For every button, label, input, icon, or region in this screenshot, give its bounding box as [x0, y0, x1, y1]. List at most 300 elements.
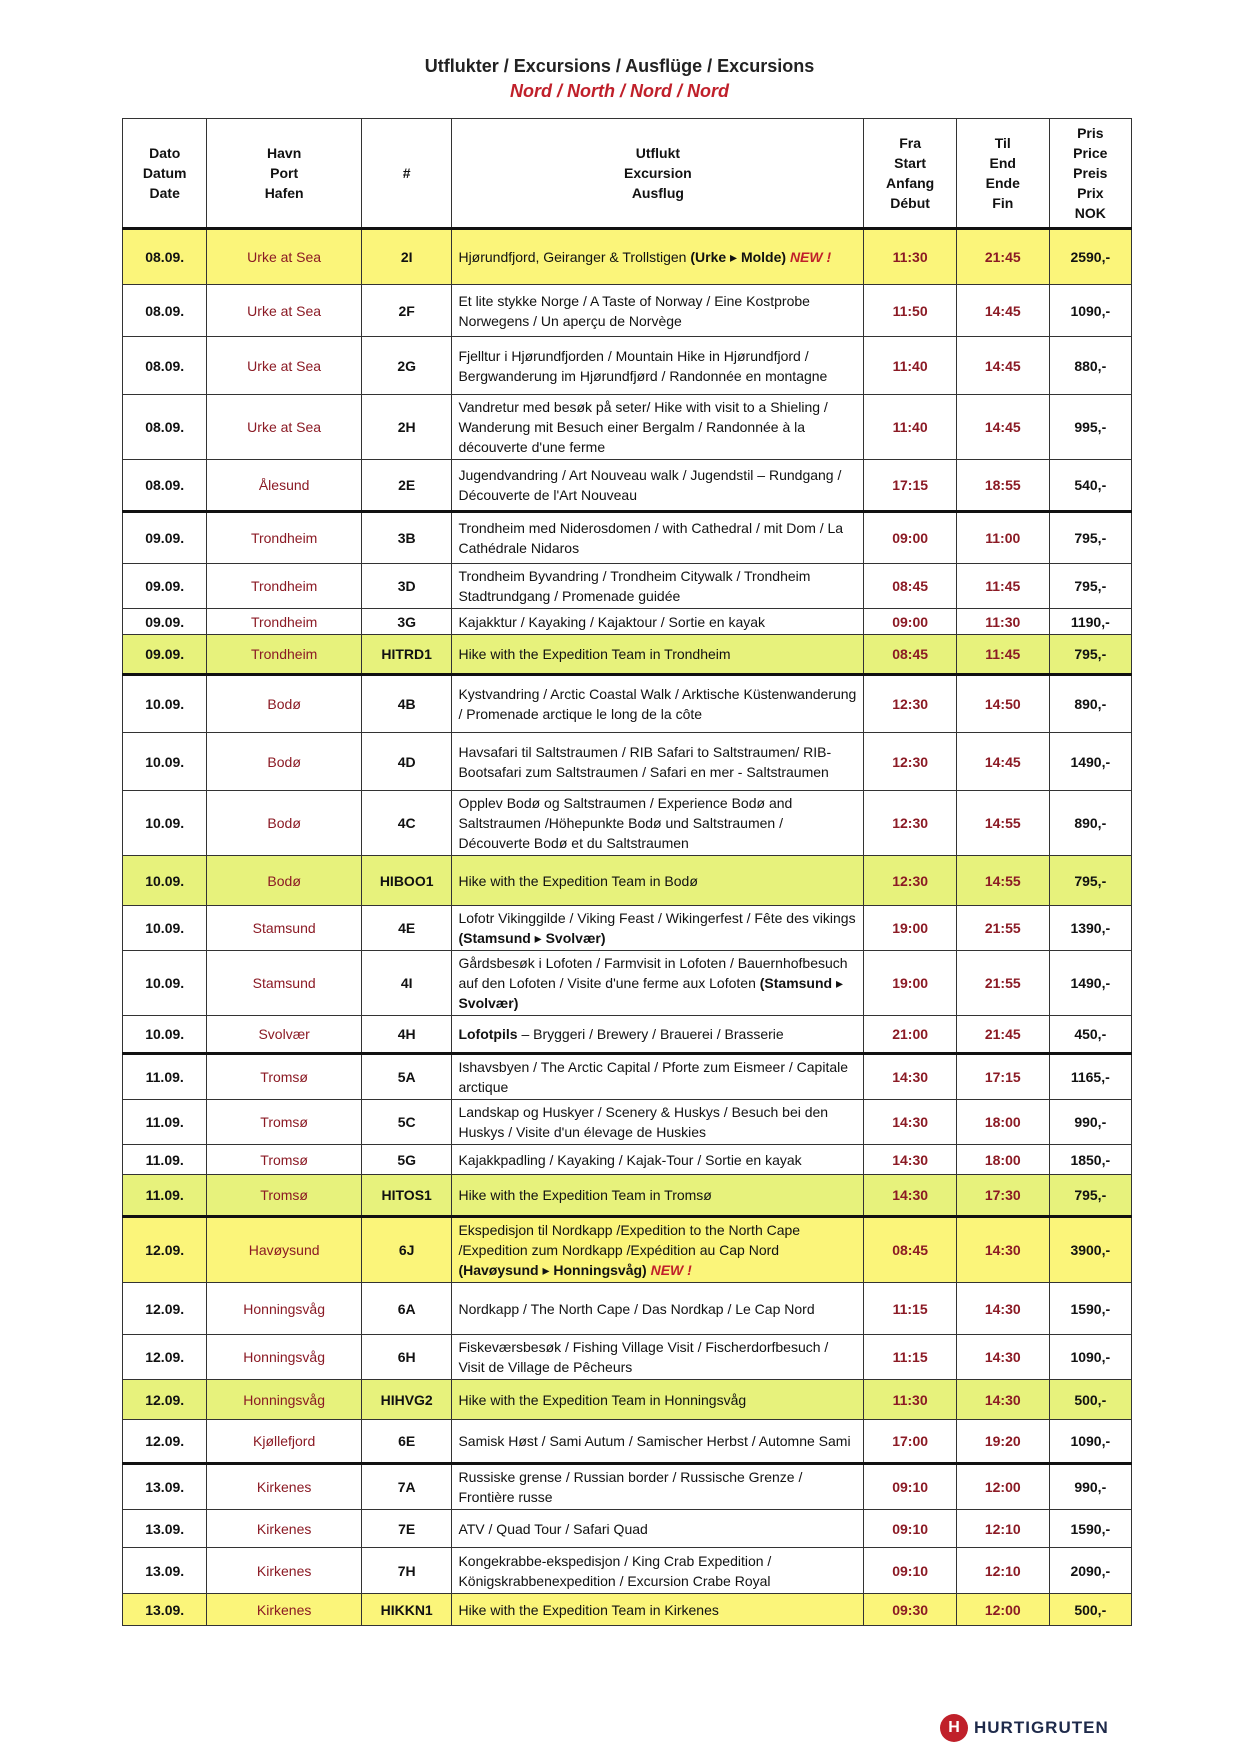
table-row	[123, 564, 1132, 609]
table-header-row	[123, 119, 1132, 229]
excursion-text: Gårdsbesøk i Lofoten / Farmvisit in Lofoten / Bauernhofbesuch auf den Lofoten / Visite d'une ferme aux Lofoten	[458, 955, 848, 991]
code-cell: 4I	[361, 951, 452, 1016]
end-time-cell: 21:45	[956, 1016, 1049, 1054]
excursion-cell	[452, 1335, 864, 1380]
table-row	[123, 460, 1132, 512]
start-time-cell: 11:15	[864, 1283, 957, 1335]
end-time-cell: 14:30	[956, 1217, 1049, 1283]
start-time-cell: 09:10	[864, 1548, 957, 1594]
table-row	[123, 675, 1132, 733]
table-row	[123, 1175, 1132, 1217]
start-time-cell: 19:00	[864, 951, 957, 1016]
excursion-text: Jugendvandring / Art Nouveau walk / Jugendstil – Rundgang / Découverte de l'Art Nouveau	[458, 467, 842, 503]
code-cell: 7H	[361, 1548, 452, 1594]
port-cell: Stamsund	[207, 951, 361, 1016]
excursion-text: Lofotr Vikinggilde / Viking Feast / Wikingerfest / Fête des vikings	[458, 910, 856, 926]
end-time-cell: 14:45	[956, 395, 1049, 460]
price-cell: 500,-	[1049, 1380, 1131, 1420]
start-time-cell: 19:00	[864, 906, 957, 951]
excursion-text: Hike with the Expedition Team in Kirkenes	[458, 1601, 719, 1618]
title-block	[0, 56, 1239, 102]
table-row	[123, 1548, 1132, 1594]
header-line: Fra	[899, 135, 921, 151]
excursion-cell	[452, 733, 864, 791]
header-price	[1049, 119, 1131, 229]
table-row	[123, 1054, 1132, 1100]
date-cell: 13.09.	[123, 1510, 207, 1548]
end-time-cell: 18:55	[956, 460, 1049, 512]
end-time-cell: 14:50	[956, 675, 1049, 733]
excursion-text: Ishavsbyen / The Arctic Capital / Pforte zum Eismeer / Capitale arctique	[458, 1059, 849, 1095]
code-cell: 7E	[361, 1510, 452, 1548]
end-time-cell: 12:00	[956, 1594, 1049, 1626]
start-time-cell: 14:30	[864, 1145, 957, 1175]
excursion-text: Kongekrabbe-ekspedisjon / King Crab Expedition / Königskrabbenexpedition / Excursion Crabe Royal	[458, 1552, 772, 1589]
excursion-text: Russiske grense / Russian border / Russische Grenze / Frontière russe	[458, 1469, 803, 1505]
price-cell: 795,-	[1049, 856, 1131, 906]
end-time-cell: 17:15	[956, 1054, 1049, 1100]
start-time-cell: 09:00	[864, 609, 957, 635]
code-cell: HIBOO1	[361, 856, 452, 906]
port-cell: Urke at Sea	[207, 229, 361, 285]
price-cell: 540,-	[1049, 460, 1131, 512]
page-subtitle: Nord / North / Nord / Nord	[510, 81, 729, 101]
header-line: NOK	[1074, 205, 1106, 221]
route-text: (Stamsund ▸ Svolvær)	[458, 930, 606, 946]
excursion-cell	[452, 951, 864, 1016]
end-time-cell: 18:00	[956, 1145, 1049, 1175]
excursion-text: – Bryggeri / Brewery / Brauerei / Brasserie	[517, 1026, 784, 1042]
price-cell: 1090,-	[1049, 1335, 1131, 1380]
excursion-text: Fjelltur i Hjørundfjorden / Mountain Hike in Hjørundfjord / Bergwanderung im Hjørundfjørd / Randonnée en montagne	[458, 347, 828, 384]
excursion-cell	[452, 1054, 864, 1100]
start-time-cell: 12:30	[864, 733, 957, 791]
table-row	[123, 1217, 1132, 1283]
excursion-text: Nordkapp / The North Cape / Das Nordkap / Le Cap Nord	[458, 1300, 815, 1317]
price-cell: 2090,-	[1049, 1548, 1131, 1594]
excursion-text: Havsafari til Saltstraumen / RIB Safari to Saltstraumen/ RIB-Bootsafari zum Saltstraumen / Safari en mer - Saltstraumen	[458, 743, 832, 780]
excursion-text: Samisk Høst / Sami Autum / Samischer Herbst / Automne Sami	[458, 1433, 851, 1449]
port-cell: Urke at Sea	[207, 395, 361, 460]
excursion-text: Hike with the Expedition Team in Tromsø	[458, 1187, 712, 1203]
header-date	[123, 119, 207, 229]
date-cell: 10.09.	[123, 951, 207, 1016]
price-cell: 795,-	[1049, 564, 1131, 609]
excursion-cell	[452, 1548, 864, 1594]
table-row	[123, 395, 1132, 460]
table-row	[123, 1016, 1132, 1054]
code-cell: 5G	[361, 1145, 452, 1175]
header-line: Start	[894, 155, 927, 171]
excursion-cell	[452, 609, 864, 635]
code-cell: 4D	[361, 733, 452, 791]
end-time-cell: 11:45	[956, 564, 1049, 609]
excursion-text: Ekspedisjon til Nordkapp /Expedition to the North Cape /Expedition zum Nordkapp /Expédition au Cap Nord	[458, 1222, 801, 1258]
date-cell: 11.09.	[123, 1054, 207, 1100]
code-cell: 4H	[361, 1016, 452, 1054]
end-time-cell: 11:45	[956, 635, 1049, 675]
port-cell: Stamsund	[207, 906, 361, 951]
table-row	[123, 1464, 1132, 1510]
price-cell: 1090,-	[1049, 1420, 1131, 1464]
excursion-name-bold: Lofotpils	[458, 1026, 518, 1042]
route-text: (Havøysund ▸ Honningsvåg)	[458, 1262, 647, 1278]
price-cell: 1590,-	[1049, 1510, 1131, 1548]
excursion-text: Trondheim Byvandring / Trondheim Citywalk / Trondheim Stadtrundgang / Promenade guidée	[458, 568, 811, 604]
port-cell: Svolvær	[207, 1016, 361, 1054]
price-cell: 3900,-	[1049, 1217, 1131, 1283]
end-time-cell: 19:20	[956, 1420, 1049, 1464]
excursion-text: Opplev Bodø og Saltstraumen / Experience Bodø and Saltstraumen /Höhepunkte Bodø und Saltstraumen / Découverte Bodø et du Saltstraumen	[458, 795, 793, 851]
table-row	[123, 1100, 1132, 1145]
table-row	[123, 609, 1132, 635]
start-time-cell: 14:30	[864, 1100, 957, 1145]
price-cell: 990,-	[1049, 1100, 1131, 1145]
excursion-text: Hjørundfjord, Geiranger & Trollstigen	[458, 249, 687, 265]
date-cell: 10.09.	[123, 675, 207, 733]
table-row	[123, 1380, 1132, 1420]
code-cell: 6J	[361, 1217, 452, 1283]
code-cell: 2H	[361, 395, 452, 460]
price-cell: 2590,-	[1049, 229, 1131, 285]
excursion-cell	[452, 1016, 864, 1054]
excursion-cell	[452, 791, 864, 856]
start-time-cell: 17:15	[864, 460, 957, 512]
start-time-cell: 11:30	[864, 1380, 957, 1420]
new-badge: NEW !	[650, 1262, 692, 1278]
port-cell: Ålesund	[207, 460, 361, 512]
end-time-cell: 11:30	[956, 609, 1049, 635]
date-cell: 08.09.	[123, 337, 207, 395]
end-time-cell: 14:55	[956, 856, 1049, 906]
price-cell: 1165,-	[1049, 1054, 1131, 1100]
price-cell: 795,-	[1049, 635, 1131, 675]
route-text: (Urke ▸ Molde)	[690, 249, 787, 265]
start-time-cell: 14:30	[864, 1175, 957, 1217]
start-time-cell: 14:30	[864, 1054, 957, 1100]
header-line: Excursion	[624, 165, 692, 181]
port-cell: Bodø	[207, 675, 361, 733]
date-cell: 09.09.	[123, 609, 207, 635]
code-cell: 6E	[361, 1420, 452, 1464]
excursion-cell	[452, 856, 864, 906]
table-row	[123, 635, 1132, 675]
port-cell: Kjøllefjord	[207, 1420, 361, 1464]
end-time-cell: 14:55	[956, 791, 1049, 856]
port-cell: Honningsvåg	[207, 1283, 361, 1335]
header-line: Til	[994, 135, 1011, 151]
code-cell: 4B	[361, 675, 452, 733]
price-cell: 795,-	[1049, 1175, 1131, 1217]
header-end	[956, 119, 1049, 229]
header-line: Datum	[142, 165, 187, 181]
start-time-cell: 17:00	[864, 1420, 957, 1464]
port-cell: Bodø	[207, 791, 361, 856]
header-start	[864, 119, 957, 229]
end-time-cell: 11:00	[956, 512, 1049, 564]
table-row	[123, 229, 1132, 285]
code-cell: HITRD1	[361, 635, 452, 675]
port-cell: Trondheim	[207, 512, 361, 564]
end-time-cell: 18:00	[956, 1100, 1049, 1145]
end-time-cell: 14:45	[956, 285, 1049, 337]
route-text: (Stamsund ▸ Svolvær)	[458, 975, 844, 1011]
excursion-text: Landskap og Huskyer / Scenery & Huskys / Besuch bei den Huskys / Visite d'un élevage de Huskies	[458, 1104, 829, 1140]
start-time-cell: 11:40	[864, 395, 957, 460]
table-row	[123, 1594, 1132, 1626]
price-cell: 890,-	[1049, 675, 1131, 733]
code-cell: 4E	[361, 906, 452, 951]
price-cell: 1390,-	[1049, 906, 1131, 951]
table-row	[123, 1283, 1132, 1335]
header-line: Utflukt	[635, 145, 681, 161]
date-cell: 12.09.	[123, 1217, 207, 1283]
price-cell: 995,-	[1049, 395, 1131, 460]
code-cell: 3B	[361, 512, 452, 564]
header-line: Ende	[985, 175, 1020, 191]
header-line: Pris	[1077, 125, 1104, 141]
date-cell: 13.09.	[123, 1594, 207, 1626]
excursion-cell	[452, 564, 864, 609]
end-time-cell: 12:10	[956, 1510, 1049, 1548]
end-time-cell: 21:55	[956, 906, 1049, 951]
date-cell: 12.09.	[123, 1420, 207, 1464]
table-row	[123, 1420, 1132, 1464]
port-cell: Urke at Sea	[207, 285, 361, 337]
start-time-cell: 09:30	[864, 1594, 957, 1626]
table-row	[123, 856, 1132, 906]
date-cell: 10.09.	[123, 791, 207, 856]
excursion-text: Vandretur med besøk på seter/ Hike with visit to a Shieling / Wanderung mit Besuch einer Bergalm / Randonnée à la découverte d'une ferme	[458, 399, 828, 455]
code-cell: 6A	[361, 1283, 452, 1335]
table-row	[123, 1145, 1132, 1175]
header-line: Price	[1073, 145, 1108, 161]
code-cell: 6H	[361, 1335, 452, 1380]
price-cell: 990,-	[1049, 1464, 1131, 1510]
start-time-cell: 08:45	[864, 1217, 957, 1283]
table-row	[123, 337, 1132, 395]
start-time-cell: 08:45	[864, 564, 957, 609]
date-cell: 08.09.	[123, 460, 207, 512]
start-time-cell: 12:30	[864, 675, 957, 733]
excursion-cell	[452, 229, 864, 285]
code-cell: 5A	[361, 1054, 452, 1100]
date-cell: 12.09.	[123, 1283, 207, 1335]
date-cell: 09.09.	[123, 635, 207, 675]
header-line: #	[402, 165, 411, 181]
table-row	[123, 791, 1132, 856]
start-time-cell: 09:00	[864, 512, 957, 564]
header-port	[207, 119, 361, 229]
code-cell: HIKKN1	[361, 1594, 452, 1626]
port-cell: Trondheim	[207, 609, 361, 635]
header-line: Anfang	[886, 175, 935, 191]
start-time-cell: 21:00	[864, 1016, 957, 1054]
code-cell: HITOS1	[361, 1175, 452, 1217]
excursion-cell	[452, 1464, 864, 1510]
table-row	[123, 951, 1132, 1016]
header-line: Dato	[149, 145, 181, 161]
date-cell: 11.09.	[123, 1175, 207, 1217]
date-cell: 10.09.	[123, 1016, 207, 1054]
end-time-cell: 14:30	[956, 1335, 1049, 1380]
header-line: Hafen	[264, 185, 304, 201]
header-line: Date	[149, 185, 180, 201]
price-cell: 500,-	[1049, 1594, 1131, 1626]
table-row	[123, 733, 1132, 791]
date-cell: 12.09.	[123, 1335, 207, 1380]
date-cell: 10.09.	[123, 906, 207, 951]
port-cell: Tromsø	[207, 1100, 361, 1145]
excursion-cell	[452, 1100, 864, 1145]
brand-logo	[940, 1714, 1109, 1742]
header-line: Port	[270, 165, 299, 181]
port-cell: Bodø	[207, 733, 361, 791]
excursion-text: Trondheim med Niderosdomen / with Cathedral / mit Dom / La Cathédrale Nidaros	[458, 520, 844, 556]
port-cell: Tromsø	[207, 1175, 361, 1217]
port-cell: Urke at Sea	[207, 337, 361, 395]
port-cell: Tromsø	[207, 1054, 361, 1100]
table-row	[123, 512, 1132, 564]
excursion-text: Fiskeværsbesøk / Fishing Village Visit / Fischerdorfbesuch / Visit de Village de Pêcheurs	[458, 1339, 829, 1375]
excursion-text: Hike with the Expedition Team in Bodø	[458, 872, 698, 889]
port-cell: Trondheim	[207, 564, 361, 609]
table-row	[123, 1335, 1132, 1380]
excursion-cell	[452, 460, 864, 512]
date-cell: 09.09.	[123, 512, 207, 564]
excursion-text: Kystvandring / Arctic Coastal Walk / Arktische Küstenwanderung / Promenade arctique le long de la côte	[458, 686, 857, 722]
header-line: Prix	[1077, 185, 1104, 201]
date-cell: 11.09.	[123, 1100, 207, 1145]
date-cell: 08.09.	[123, 395, 207, 460]
header-line: End	[989, 155, 1016, 171]
code-cell: HIHVG2	[361, 1380, 452, 1420]
price-cell: 1850,-	[1049, 1145, 1131, 1175]
code-cell: 2E	[361, 460, 452, 512]
start-time-cell: 12:30	[864, 856, 957, 906]
header-line: Havn	[267, 145, 302, 161]
code-cell: 5C	[361, 1100, 452, 1145]
excursion-text: ATV / Quad Tour / Safari Quad	[458, 1520, 648, 1537]
date-cell: 08.09.	[123, 229, 207, 285]
excursion-cell	[452, 906, 864, 951]
end-time-cell: 12:10	[956, 1548, 1049, 1594]
price-cell: 450,-	[1049, 1016, 1131, 1054]
date-cell: 12.09.	[123, 1380, 207, 1420]
excursion-text: Kajakktur / Kayaking / Kajaktour / Sortie en kayak	[458, 613, 766, 630]
code-cell: 3G	[361, 609, 452, 635]
excursion-cell	[452, 337, 864, 395]
end-time-cell: 21:55	[956, 951, 1049, 1016]
excursion-cell	[452, 1217, 864, 1283]
start-time-cell: 11:50	[864, 285, 957, 337]
table-row	[123, 906, 1132, 951]
header-code	[361, 119, 452, 229]
start-time-cell: 12:30	[864, 791, 957, 856]
end-time-cell: 14:30	[956, 1380, 1049, 1420]
port-cell: Tromsø	[207, 1145, 361, 1175]
start-time-cell: 09:10	[864, 1464, 957, 1510]
code-cell: 3D	[361, 564, 452, 609]
price-cell: 1090,-	[1049, 285, 1131, 337]
port-cell: Honningsvåg	[207, 1335, 361, 1380]
end-time-cell: 14:45	[956, 733, 1049, 791]
code-cell: 7A	[361, 1464, 452, 1510]
price-cell: 1590,-	[1049, 1283, 1131, 1335]
excursion-cell	[452, 512, 864, 564]
port-cell: Kirkenes	[207, 1594, 361, 1626]
start-time-cell: 09:10	[864, 1510, 957, 1548]
excursion-cell	[452, 1594, 864, 1626]
excursion-cell	[452, 675, 864, 733]
price-cell: 1490,-	[1049, 951, 1131, 1016]
code-cell: 2G	[361, 337, 452, 395]
port-cell: Kirkenes	[207, 1510, 361, 1548]
start-time-cell: 11:15	[864, 1335, 957, 1380]
header-line: Preis	[1073, 165, 1108, 181]
excursion-cell	[452, 1145, 864, 1175]
port-cell: Havøysund	[207, 1217, 361, 1283]
header-line: Fin	[992, 195, 1014, 211]
date-cell: 13.09.	[123, 1548, 207, 1594]
table-row	[123, 285, 1132, 337]
date-cell: 09.09.	[123, 564, 207, 609]
header-line: Ausflug	[631, 185, 684, 201]
code-cell: 4C	[361, 791, 452, 856]
date-cell: 10.09.	[123, 733, 207, 791]
excursion-text: Kajakkpadling / Kayaking / Kajak-Tour / Sortie en kayak	[458, 1151, 802, 1168]
start-time-cell: 11:30	[864, 229, 957, 285]
code-cell: 2F	[361, 285, 452, 337]
end-time-cell: 14:45	[956, 337, 1049, 395]
header-line: Début	[890, 195, 930, 211]
code-cell: 2I	[361, 229, 452, 285]
date-cell: 10.09.	[123, 856, 207, 906]
excursion-cell	[452, 1420, 864, 1464]
end-time-cell: 14:30	[956, 1283, 1049, 1335]
port-cell: Honningsvåg	[207, 1380, 361, 1420]
excursion-cell	[452, 285, 864, 337]
price-cell: 1490,-	[1049, 733, 1131, 791]
excursion-text: Et lite stykke Norge / A Taste of Norway / Eine Kostprobe Norwegens / Un aperçu de Norvège	[458, 292, 810, 329]
price-cell: 890,-	[1049, 791, 1131, 856]
port-cell: Kirkenes	[207, 1548, 361, 1594]
header-excursion	[452, 119, 864, 229]
start-time-cell: 08:45	[864, 635, 957, 675]
port-cell: Trondheim	[207, 635, 361, 675]
table-body	[123, 229, 1132, 1626]
new-badge: NEW !	[789, 249, 832, 265]
start-time-cell: 11:40	[864, 337, 957, 395]
excursion-cell	[452, 1380, 864, 1420]
table-row	[123, 1510, 1132, 1548]
hurtigruten-logo-icon: H	[940, 1714, 968, 1742]
date-cell: 08.09.	[123, 285, 207, 337]
excursion-cell	[452, 1283, 864, 1335]
price-cell: 880,-	[1049, 337, 1131, 395]
page-title: Utflukter / Excursions / Ausflüge / Excursions	[424, 56, 815, 76]
end-time-cell: 17:30	[956, 1175, 1049, 1217]
price-cell: 1190,-	[1049, 609, 1131, 635]
port-cell: Bodø	[207, 856, 361, 906]
excursion-cell	[452, 635, 864, 675]
brand-name: HURTIGRUTEN	[974, 1718, 1109, 1737]
excursion-text: Hike with the Expedition Team in Trondheim	[458, 646, 731, 662]
excursions-table	[122, 118, 1132, 1626]
end-time-cell: 12:00	[956, 1464, 1049, 1510]
date-cell: 11.09.	[123, 1145, 207, 1175]
excursion-cell	[452, 1510, 864, 1548]
